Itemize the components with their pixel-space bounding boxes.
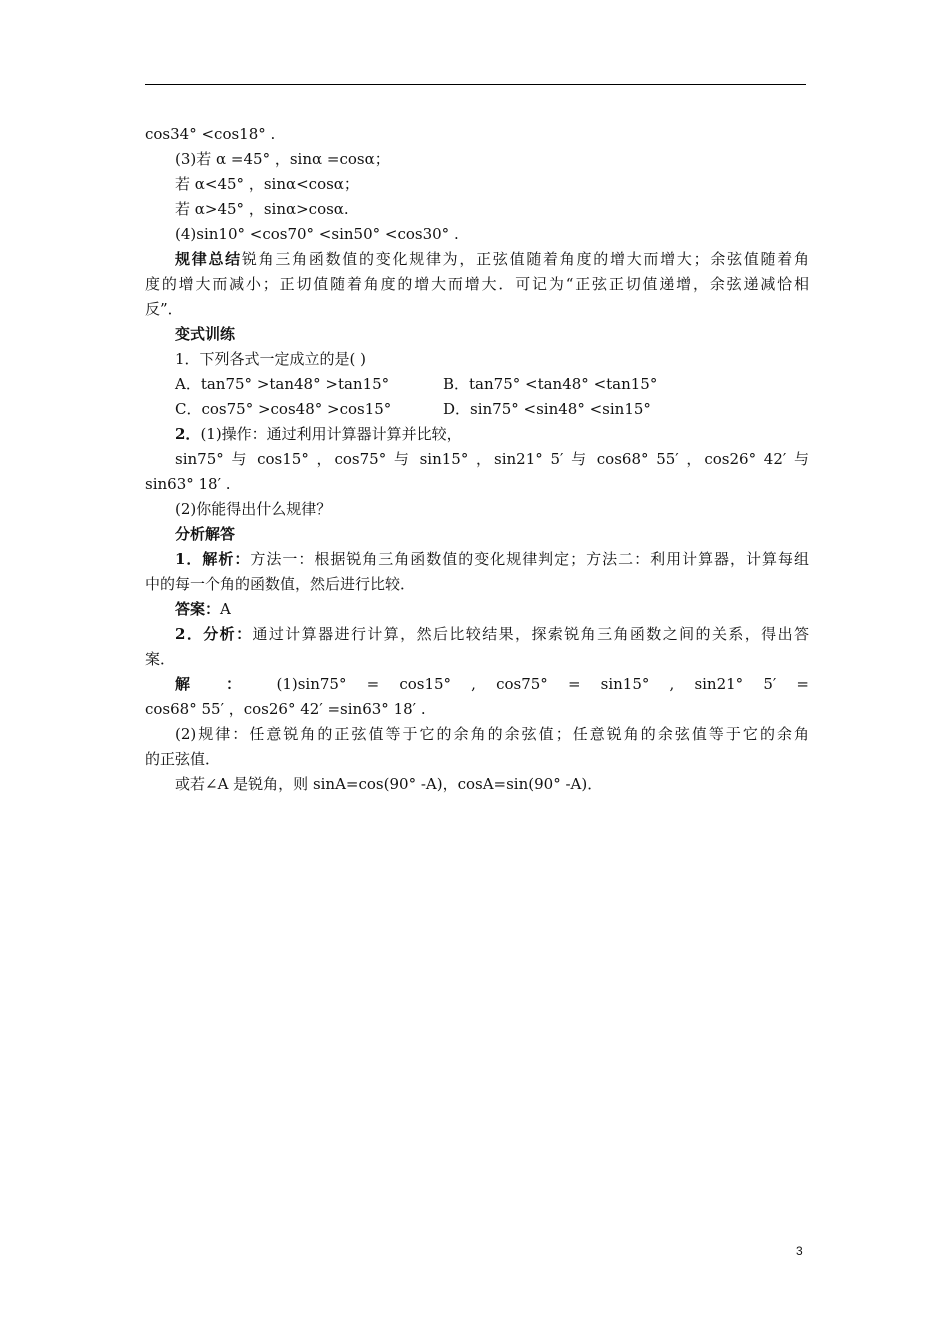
rule-line: 或若∠A 是锐角，则 sinA=cos(90° -A)，cosA=sin(90° -A)． [175, 775, 603, 793]
option-d: D．sin75° <sin48° <sin15° [443, 400, 651, 418]
option-c: C．cos75° >cos48° >cos15° [175, 400, 392, 418]
text-line: 若 α<45° ，sinα<cosα； [175, 175, 359, 193]
question-2-line: sin63° 18′ . [145, 475, 231, 493]
text-line: cos34° <cos18° . [145, 125, 276, 143]
question-1: 1．下列各式一定成立的是( ) [175, 350, 367, 368]
text-line: (4)sin10° <cos70° <sin50° <cos30° . [175, 225, 459, 243]
analysis-line: 案． [145, 650, 176, 668]
document-body [145, 122, 809, 797]
summary-line: 反”． [145, 300, 183, 318]
practice-heading: 变式训练 [175, 325, 236, 343]
analysis-line: 1．解析：方法一：根据锐角三角函数值的变化规律判定；方法二：利用计算器，计算每组 [175, 550, 809, 568]
page-number: 3 [796, 1244, 803, 1258]
rule-line: 的正弦值． [145, 750, 221, 768]
answer-line: 答案：A [175, 600, 231, 618]
option-b: B．tan75° <tan48° <tan15° [443, 375, 658, 393]
question-2: 2．(1)操作：通过利用计算器计算并比较， [175, 425, 462, 443]
summary-line: 规律总结锐角三角函数值的变化规律为，正弦值随着角度的增大而增大；余弦值随着角 [175, 250, 809, 268]
analysis-line: 中的每一个角的函数值，然后进行比较． [145, 575, 416, 593]
option-a: A．tan75° >tan48° >tan15° [175, 375, 390, 393]
summary-label: 规律总结 [175, 250, 242, 268]
solution-line: 解 ： (1)sin75° = cos15° , cos75° = sin15° , sin21° 5′ = [175, 675, 809, 693]
summary-line: 度的增大而减小；正切值随着角度的增大而增大．可记为“正弦正切值递增，余弦递减恰相 [145, 275, 809, 293]
question-2-line: sin75° 与 cos15° ，cos75° 与 sin15° ，sin21° 5′ 与 cos68° 55′ ，cos26° 42′ 与 [175, 450, 809, 468]
rule-line: (2)规律：任意锐角的正弦值等于它的余角的余弦值；任意锐角的余弦值等于它的余角 [175, 725, 809, 743]
options-row [145, 372, 809, 397]
question-2-part2: (2)你能得出什么规律？ [175, 500, 332, 518]
text-line: (3)若 α =45° ，sinα =cosα； [175, 150, 390, 168]
solution-line: cos68° 55′ ，cos26° 42′ =sin63° 18′ . [145, 700, 426, 718]
analysis-heading: 分析解答 [175, 525, 236, 543]
header-rule [145, 84, 806, 85]
analysis-line: 2．分析：通过计算器进行计算，然后比较结果，探索锐角三角函数之间的关系，得出答 [175, 625, 809, 643]
text-line: 若 α>45° ，sinα>cosα. [175, 200, 349, 218]
options-row [145, 397, 809, 422]
